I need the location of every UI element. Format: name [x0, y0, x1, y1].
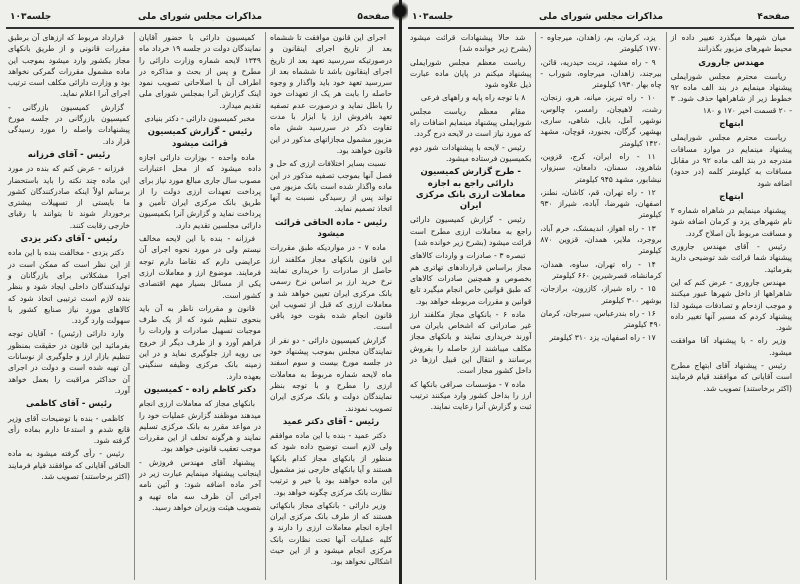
paragraph: مهندس جاروری - عرض کنم که این شاهراهها از داخل شهرها عبور میکنند و موجب ازدحام و تصادفات میشود لذا پیشنهاد کردم که مسیر آنها تغییر داده شود.: [670, 277, 792, 333]
paragraph: ۱۵ - راه شیراز، کازرون، برازجان، بوشهر ۳۰۰ کیلومتر: [540, 284, 662, 305]
speaker-heading: ابتهاج: [719, 191, 744, 202]
columns: [4, 32, 396, 580]
speaker-heading: رئیس - گزارش کمیسیون قرائت میشود: [147, 127, 253, 149]
paragraph: ریاست معظم مجلس شورایملی پیشنهاد میکنم در پایان ماده عبارت ذیل علاوه شود: [410, 57, 532, 90]
paragraph: ۱۴ - راه تهران، ساوه، همدان، کرمانشاه، قصرشیرین ۶۶۰ کیلومتر: [540, 259, 662, 280]
text-column: [406, 32, 535, 580]
paragraph: ۱۳ - راه اهواز، اندیمشک، خرم آباد، بروجرد، ملایر، همدان، قزوین ۸۷۰ کیلومتر: [540, 223, 662, 256]
paragraph: کمیسیون دارائی با حضور آقایان نمایندگان دولت در جلسه ۱۹ خرداد ماه ۱۳۴۹ لایحه شماره وزارت دارائی را مطرح و پس از بحث و مذاکره در اطراف آن با اصلاحاتی تصویب نمود اینک گزارش آنرا بمجلس شورای ملی تقدیم میدارد.: [139, 33, 261, 110]
session-number: جلسه۱۰۳: [10, 12, 52, 22]
paragraph: رئیس - گزارش کمیسیون دارائی راجع به معاملات ارزی مطرح است قرائت میشود (بشرح زیر خوانده شد): [410, 215, 532, 248]
header-rule: [408, 27, 794, 29]
paragraph: اجرای این قانون موافقت تا ششماه بعد از تاریخ اجرای اینقانون و درصورتیکه سررسید تعهد بعد از تاریخ اجرای اینقانون باشد تا ششماه بعد از سررسید تعهد خود باید واگذار و وجوه حاصله را بابت هر یک از تعهدات خود را باطل نماید و درصورت عدم تصفیه تعهد بافروش ارز یا ابزار با مدت تفاوت ذکر در سررسید شش ماه مزبور مشمول مجازاتهای مذکور در این قانون خواهند بود.: [270, 33, 392, 155]
paragraph: رئیس - لایحه با پیشنهادات شور دوم بکمیسیون فرستاده میشود.: [410, 142, 532, 163]
paragraph: ۱۰ - راه تبریز، میانه، هرو، زنجان، رشت، لاهیجان، رامسر، چالوس، نوشهر، آمل، بابل، شاهی، ساری، بهشهر، گرگان، بجنورد، قوچان، مشهد ۱۴۲۰ کیلومتر: [540, 93, 662, 148]
paragraph: پیشنهاد مینمایم در شاهراه شماره ۲ نام شهرهای یزد و کرمان اضافه شود و مسافت مربوط بآن اصلاح گردد.: [670, 206, 792, 238]
paragraph: نسبت بسایر اختلافات ارزی که حل و فصل آنها بموجب تصفیه مذکور در این ماده واگذار شده است بانک مزبور می تواند پس از رسیدگی نسبت به آنها اتخاذ تصمیم نماید.: [270, 159, 392, 214]
text-column: [265, 32, 396, 580]
speaker-heading: مهندس جاروری: [698, 57, 765, 68]
text-column: [666, 32, 796, 580]
paragraph: فرزانه - بنده با این لایحه مخالف نیستم ولی در مورد نحوه اجرای آن عرایضی دارم که تقاضا دارم توجه فرمایند. موضوع ارز و معاملات ارزی یکی از مسائل بسیار مهم اقتصادی کشور است.: [139, 234, 261, 300]
paragraph: ۱۷ - راه اصفهان، یزد ۳۱۰ کیلومتر: [549, 333, 656, 343]
paragraph: تبصره ۳ - صادرات و واردات کالاهای مجاز براساس قراردادهای تهاتری هم بخصوص و همچنین صادرات کالاهای که طبق قوانین خاص انجام میگیرد تابع قوانین و مقررات مربوطه خواهد بود.: [410, 251, 532, 306]
running-title: مذاکرات مجلس شورای ملی: [538, 12, 664, 22]
speaker-heading: دکتر کاظم زاده - کمیسیون: [143, 384, 257, 395]
speaker-heading: رئیس - آقای فرزانه: [27, 149, 111, 160]
paragraph: ماده ۷ - در مواردیکه طبق مقررات این قانون بانکهای مجاز مکلفند ارز حاصل از صادرات را خریداری نمایند نرخ خرید ارز بر اساس نرخ رسمی بانک مرکزی ایران تعیین خواهد شد و معاملات ارزی که قبل از تصویب این قانون انجام شده بقوت خود باقی است.: [270, 243, 392, 332]
paragraph: فرزانه - عرض کنم که بنده در مورد این ماده چند نکته را باید باستحضار برسانم اولاً اینکه صادرکنندگان کشور ما بایستی از تسهیلات بیشتری برخوردار شوند تا بتوانند با رقبای خارجی رقابت کنند.: [8, 164, 130, 230]
page-number: صفحه۴: [757, 12, 790, 22]
header-rule: [6, 27, 394, 29]
speaker-heading: رئیس - آقای دکتر یزدی: [20, 234, 118, 245]
paragraph: ماده ۶ - بانکهای مجاز مکلفند ارز غیر صادراتی که اشخاص بایران می آورند خریداری نمایند و بانکهای مجاز مکلف میباشند ارز حاصله را بفروش برسانند و انتقال این قبیل ارزها در داخل کشور مجاز است.: [410, 309, 532, 376]
columns: [406, 32, 796, 580]
paragraph: دکتر عمید - بنده با این ماده موافقم ولی لازم است توضیح داده شود که منظور از بانکهای مجاز کدام بانکها هستند و آیا بانکهای خارجی نیز مشمول این ماده خواهند بود یا خیر و ترتیب نظارت بانک مرکزی چگونه خواهد بود.: [270, 431, 392, 497]
paragraph: دکتر یزدی - مخالفت بنده با این ماده از این نظر است که ممکن است در اجرا مشکلاتی برای بازرگانان و تولیدکنندگان داخلی ایجاد شود و بنظر بنده لازم است ترتیبی اتخاذ شود که کالاهای مورد نیاز صنایع کشور با سهولت وارد گردد.: [8, 248, 130, 326]
paragraph: ۹ - راه مشهد، تربت حیدریه، قائن، بیرجند، زاهدان، میرجاوه، شوراب - چاه بهار ۱۹۳۰ کیلومتر: [540, 57, 662, 90]
paragraph: وارد دارائی (رئیس) - آقایان توجه بفرمائید این قانون در حقیقت بمنظور تنظیم بازار ارز و جلوگیری از نوسانات آن تهیه شده است و دولت در اجرای آن حداکثر مراقبت را بعمل خواهد آورد.: [8, 329, 130, 395]
paragraph: ریاست محترم مجلس شورایملی پیشنهاد مینمایم در موارد مسافات مندرجه در بند الف ماده ۹۲ در مقابل مسافات به کیلومتر کلمه (در حدود) اضافه شود: [670, 133, 793, 188]
paragraph: گزارش کمیسیون بازرگانی - کمیسیون بازرگانی در جلسه مورخ پیشنهادات واصله را مورد رسیدگی قرار داد.: [8, 102, 130, 146]
paragraph: کاظمی - بنده با توضیحات آقای وزیر قانع شدم و استدعا دارم بماده رأی گرفته شود.: [8, 413, 130, 446]
paragraph: ۸ با توجه راه پایه و راههای فرعی: [420, 93, 526, 103]
paragraph: میان شهرها میگذرد تغییر داده از محیط شهرهای مزبور بگذرانند: [670, 33, 792, 54]
paragraph: شد حالا پیشنهادات قرائت میشود (بشرح زیر خوانده شد): [410, 33, 532, 54]
text-column: [535, 32, 665, 580]
paragraph: پیشنهاد آقای مهندس فروزش - اینجانب پیشنهاد مینمایم عبارت زیر در آخر ماده اضافه شود: و آئین نامه اجرائی آن ظرف سه ماه تهیه و بتصویب هیئت وزیران خواهد رسید.: [139, 457, 261, 512]
paragraph: ۱۱ - راه ایران، کرج، قزوین، شاهرود، سمنان، دامغان، سبزوار، نیشابور، مشهد ۹۴۵ کیلومتر: [540, 151, 662, 184]
text-column: [4, 32, 134, 580]
paragraph: ماده واحده - بوزارت دارائی اجازه داده میشود که از محل اعتبارات مصوب سال جاری مبالغ مورد نیاز برای پرداخت تعهدات ارزی دولت را از طریق بانک مرکزی ایران تأمین و پرداخت نماید و گزارش آنرا بکمیسیون دارائی مجلسین تقدیم دارد.: [139, 152, 261, 230]
speaker-heading: رئیس - آقای دکتر عمید: [282, 416, 380, 427]
paragraph: ریاست محترم مجلس شورایملی پیشنهاد مینمایم در بند الف ماده ۹۲ خطوط زیر از شاهراهها حذف شود. ۳ - ۲۰ قسمت اخیر ۱۷۰ و ۱۸۰: [670, 71, 792, 115]
speaker-heading: رئیس - آقای کاظمی: [26, 399, 112, 410]
speaker-heading: رئیس - ماده الحاقی قرائت میشود: [274, 217, 388, 240]
page-header: [408, 12, 794, 26]
paragraph: ۱۲ - راه تهران، قم، کاشان، نطنز، اصفهان، شهرضا، آباده، شیراز ۹۳۰ کیلومتر: [540, 187, 662, 220]
right-page: [402, 0, 800, 584]
paragraph: یزد، کرمان، بم، زاهدان، میرجاوه - ۱۷۷۰ کیلومتر: [540, 33, 662, 54]
session-number: جلسه۱۰۳: [412, 12, 454, 22]
running-title: مذاکرات مجلس شورای ملی: [137, 12, 263, 22]
paragraph: بانکهای مجاز که معاملات ارزی انجام میدهند موظفند گزارش عملیات خود را در مواعد مقرر به بانک مرکزی تسلیم نمایند و هرگونه تخلف از این مقررات موجب تعقیب قانونی خواهد بود.: [139, 399, 261, 454]
speaker-heading: ابتهاج: [719, 119, 744, 130]
paragraph: مقام معظم ریاست مجلس شورایملی پیشنهاد مینمایم اضافات راه که مورد نیاز است در لایحه درج گردد.: [410, 106, 532, 139]
paragraph: وزیر دارائی - بانکهای مجاز بانکهائی هستند که از طرف بانک مرکزی ایران اجازه انجام معاملات ارزی را دارند و کلیه عملیات آنها تحت نظارت بانک مرکزی انجام میشود و از این حیث اشکالی نخواهد بود.: [270, 500, 392, 567]
page-number: صفحه۵: [357, 12, 390, 22]
paragraph: رئیس - رأی گرفته میشود به ماده الحاقی آقایانی که موافقند قیام فرمایند (اکثر برخاستند) تصویب شد.: [8, 449, 130, 481]
speaker-heading: - طرح گزارش کمیسیون دارائی راجع به اجازه معاملات ارزی بانک مرکزی ایران: [415, 167, 526, 212]
paragraph: وزیر راه - با پیشنهاد آقا موافقت میشود.: [670, 336, 792, 357]
paragraph: ۱۶ - راه بندرعباس، سیرجان، کرمان ۴۹۰ کیلومتر: [540, 308, 662, 330]
paragraph: گزارش کمیسیون دارائی - دو نفر از نمایندگان مجلس بموجب پیشنهاد خود در جلسه مورخ بیست و سوم اسفند ماه لایحه شماره مربوط به معاملات ارزی را مطرح و با توجه بنظر نمایندگان دولت و بانک مرکزی ایران تصویب نمودند.: [270, 335, 392, 413]
paragraph: رئیس - آقای مهندس جاروری پیشنهاد شما قرائت شد توضیحی دارید بفرمائید.: [670, 242, 792, 274]
text-column: [134, 32, 265, 580]
paragraph: ماده ۷ - مؤسسات صرافی بانکها که ارز را بداخل کشور وارد میکنند ترتیب ثبت و گزارش آنرا رعایت نمایند.: [410, 379, 532, 412]
paragraph: رئیس - پیشنهاد آقای ابتهاج مطرح است آقایانی که موافقند قیام فرمایند (اکثر برخاستند) تصویب شد.: [670, 361, 792, 393]
paragraph: مخبر کمیسیون دارائی - دکتر بنیادی: [144, 114, 255, 124]
paragraph: قانون و مقررات ناظر به آن باید بنحوی تنظیم شود که از یک طرف موجبات تسهیل صادرات و واردات را فراهم آورد و از طرف دیگر از خروج بی رویه ارز جلوگیری نماید و در این زمینه بانک مرکزی وظیفه سنگینی بعهده دارد.: [139, 303, 261, 381]
paragraph: قرارداد مربوط که ارزهای آن برطبق مقررات قانونی و از طریق بانکهای مجاز بکشور وارد میشود بموجب این ماده مشمول مقررات گمرکی نخواهد بود و وزارت دارائی مکلف است ترتیب اجرای آنرا اعلام نماید.: [8, 33, 130, 99]
page-header: [6, 12, 394, 26]
